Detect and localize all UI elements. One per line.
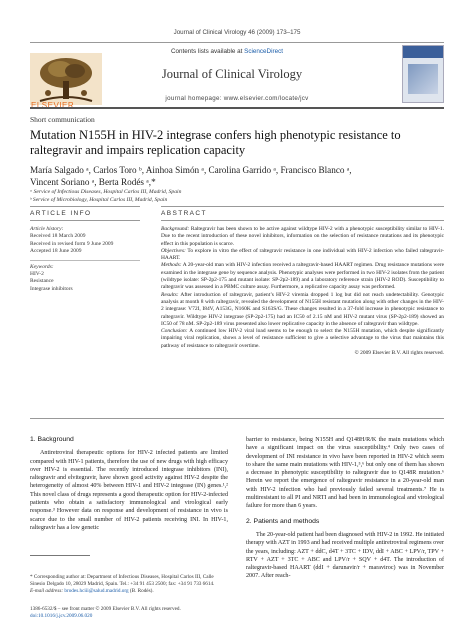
objectives-label: Objectives: xyxy=(161,247,186,254)
abstract-header: ABSTRACT xyxy=(161,210,207,217)
abstract-body xyxy=(161,226,444,357)
header-rule-top xyxy=(30,42,444,43)
section-1-title: 1. Background xyxy=(30,436,74,443)
contents-prefix: Contents lists available at xyxy=(170,48,245,55)
email-suffix: (B. Rodés). xyxy=(128,588,154,594)
abstract-copyright: © 2009 Elsevier B.V. All rights reserved. xyxy=(354,350,444,357)
history-revised: Received in revised form 9 June 2009 xyxy=(30,240,114,247)
abstract-background: Raltegravir has been shown to be active against wildtype HIV-2 with a phenotypic susceptibility similar to HIV-1. Due to the recent introduction of these novel inhibitors, information on the selection of resistance mutations and its phenotypic effect in this population is scarce. xyxy=(161,226,445,247)
section-2-text: The 20-year-old patient had been diagnosed with HIV-2 in 1992. He initiated therapy with AZT in 1993 and had received multiple antiretroviral regimens over the years, including: AZT + ddC, d4T + 3TC + IDV, ddI + ABC + LPV/r, TPV + RTV + AZT + 3TC + ABC and LPV/r + SQV + d4T. The introduction of raltegravir-based HAART (ddI + darunavir/r + maraviroc) was in November 2007. After reach- xyxy=(246,531,444,580)
conclusion-label: Conclusion: xyxy=(161,328,188,335)
abstract-end-rule xyxy=(30,418,444,419)
authors-line-1[interactable]: María Salgado ᵃ, Carlos Toro ᵇ, Ainhoa Simón ᵃ, Carolina Garrido ᵃ, Francisco Blanco ᵃ, xyxy=(30,165,352,175)
section-1-text: Antiretroviral therapeutic options for HIV-2 infected patients are limited compared with HIV-1 patients, therefore the use of new drugs with high efficacy over HIV-2 is essential. The recently introduced integrase inhibitors (INI), raltegravir and elvitegravir, have shown good activity against HIV-2 despite the heterogeneity of almost 40% between HIV-1 and HIV-2 integrase (IN) genes.¹,² This novel class of drugs represents a good therapeutic option for HIV-2-infected patients who obtain a satisfactory immunological and virological early response.³ However data on response and development of resistance in vivo is scarce due to the small number of HIV-2 patients receiving INI. In HIV-1, raltegravir has a low genetic xyxy=(30,450,228,531)
history-received: Received 18 March 2009 xyxy=(30,233,86,240)
sciencedirect-link[interactable]: ScienceDirect xyxy=(244,48,283,55)
footnote xyxy=(30,574,228,595)
email-line xyxy=(30,588,228,595)
abstract-rule xyxy=(161,206,444,207)
bottom-meta xyxy=(30,606,181,620)
journal-homepage[interactable]: journal homepage: www.elsevier.com/locate/jcv xyxy=(165,95,309,102)
article-info-header: ARTICLE INFO xyxy=(30,210,92,217)
journal-reference: Journal of Clinical Virology 46 (2009) 173–175 xyxy=(173,29,301,36)
section-2-title: 2. Patients and methods xyxy=(246,517,320,525)
journal-cover-thumbnail xyxy=(402,45,444,103)
corresponding-author: * Corresponding author at: Department of Infectious Diseases, Hospital Carlos III, Calle Sinesio Delgado 10, 28029 Madrid, Spain. Tel.: +34 91 453 2500; fax: +34 91 733 6614. xyxy=(30,574,215,587)
issn-line: 1386-6532/$ – see front matter © 2009 Elsevier B.V. All rights reserved. xyxy=(30,606,181,612)
contents-line xyxy=(130,48,324,55)
elsevier-wordmark: ELSEVIER xyxy=(31,101,75,110)
abstract-rule-2 xyxy=(161,220,444,221)
abstract-methods: A 20-year-old man with HIV-2 infection received a raltegravir-based HAART regimen. Drug resistance mutations were examined in the integrase gene by sequence analysis. Phenotypic analyses were performed in two HIV-2 isolates from the patient (wildtype isolate: SP-2p2-175 and mutant isolate: SP-2p2-189) and a laboratory reference strain (HIV-2 ROD). Susceptibility to raltegravir was assessed in a PBMC culture assay. Furthermore, a replicative capacity assay was performed. xyxy=(161,262,444,291)
abstract-conclusion: A continued low HIV-2 viral load seems to be enough to select the N155H mutation, which despite significantly impairing viral replication, shows a level of resistance sufficient to give a selective advantage to the virus that maintains this pathway of resistance to raltegravir overtime. xyxy=(161,328,444,349)
abstract-results: After introduction of raltegravir, patient’s HIV-2 viremia dropped 1 log but did not reach undetectability. Genotypic analysis at month 8 with raltegravir, revealed the development of N155H resistant mutation along with other changes in the HIV-2 integrase: V72I, I84V, A153G, N160K and S163S/G. These changes resulted in a 37-fold increase in phenotypic resistance to raltegravir. Wildtype HIV-2 integrase (SP-2p2-175) had an IC50 of 2.15 nM and HIV-2 mutant virus (SP-2p2-189) showed an IC50 of 78 nM. SP-2p2-189 virus presented also lower replicative capacity in the absence of raltegravir than wildtype. xyxy=(161,291,445,327)
keywords-label: Keywords: xyxy=(30,263,54,270)
affiliation-b: ᵇ Service of Microbiology, Hospital Carlos III, Madrid, Spain xyxy=(30,197,168,203)
doi-link[interactable]: doi:10.1016/j.jcv.2009.06.020 xyxy=(30,613,93,619)
article-title: Mutation N155H in HIV-2 integrase confers high phenotypic resistance to raltegravir and impairs replication capacity xyxy=(30,128,401,157)
journal-title[interactable]: Journal of Clinical Virology xyxy=(161,67,303,81)
article-info xyxy=(30,226,140,293)
abstract-objectives: To explore in vitro the effect of raltegravir resistance in one individual with HIV-2 infection who failed raltegravir-HAART. xyxy=(161,247,444,262)
history-accepted: Accepted 18 June 2009 xyxy=(30,248,82,255)
author-list xyxy=(30,164,434,188)
keyword-1: HIV-2 xyxy=(30,271,44,278)
methods-label: Methods: xyxy=(161,262,182,269)
article-type: Short communication xyxy=(30,115,95,124)
email-label: E-mail address: xyxy=(30,588,65,594)
info-rule-2 xyxy=(30,220,140,221)
history-label: Article history: xyxy=(30,226,64,232)
authors-line-2[interactable]: Vincent Soriano ᵃ, Berta Rodés ᵃ,* xyxy=(30,177,156,187)
elsevier-tree-logo xyxy=(30,53,102,105)
info-rule xyxy=(30,206,140,207)
affiliations xyxy=(30,188,181,204)
body-column-left xyxy=(30,436,228,532)
keyword-2: Resistance xyxy=(30,278,54,285)
column-2-text: barrier to resistance, being N155H and Q148H/R/K the main mutations which have a significant impact on the virus susceptibility.⁴ Only two cases of development of INI resistance in vivo have been reported in HIV-2 which seem to share the same main mutations with HIV-1,⁵,⁶ but only one of them has shown a decrease in phenotypic susceptibility to raltegravir due to Q148R mutation.⁶ Herein we report the emergence of raltegravir resistance in a 20-year-old man with HIV-2 infection who had previously failed several treatments.⁷ He is multiresistant to all PI and NRTI and had been in immunological and virological failure for more than 6 years. xyxy=(246,437,444,510)
affiliation-a: ᵃ Service of Infectious Diseases, Hospital Carlos III, Madrid, Spain xyxy=(30,189,182,195)
email-link[interactable]: brodes.hciii@salud.madrid.org xyxy=(64,588,129,594)
footnote-rule xyxy=(30,555,90,556)
header-rule-bottom xyxy=(30,107,444,109)
keyword-3: Integrase inhibitors xyxy=(30,285,73,292)
background-label: Background: xyxy=(161,226,190,232)
results-label: Results: xyxy=(161,291,179,298)
body-column-right xyxy=(246,436,444,581)
